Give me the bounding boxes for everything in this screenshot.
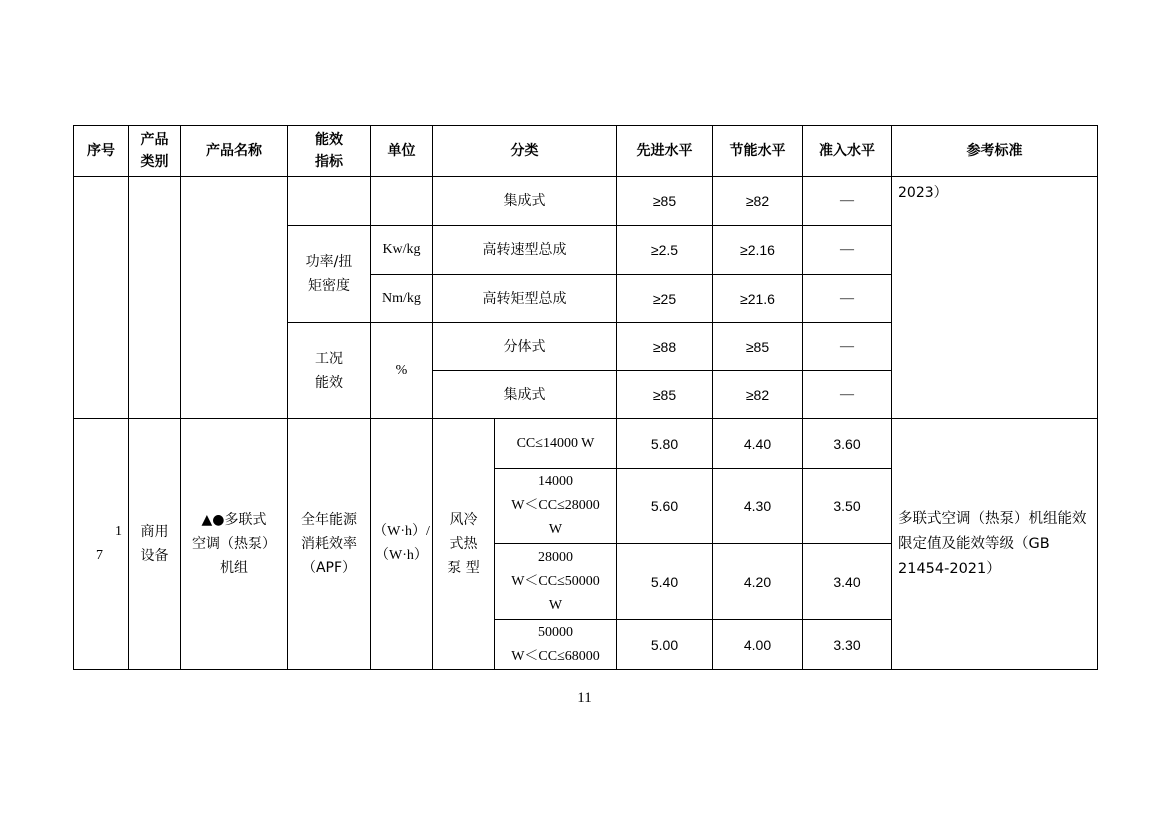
entry-cell: —: [803, 371, 892, 419]
cont-name-cell: [181, 177, 288, 419]
capacity-range-cell: 14000 W＜CC≤28000 W: [495, 469, 617, 544]
advanced-cell: 5.00: [617, 620, 713, 670]
energy-efficiency-table: [73, 125, 1098, 670]
saving-cell: 4.40: [713, 419, 803, 469]
cont-category-cell: [129, 177, 181, 419]
class-cell: 分体式: [433, 323, 617, 371]
header-product-name: 产品名称: [181, 126, 288, 177]
item-unit-cell: （W·h）/ （W·h）: [371, 419, 433, 670]
table-row: [74, 177, 1098, 226]
entry-cell: —: [803, 275, 892, 323]
class-cell: 集成式: [433, 177, 617, 226]
header-category: 产品 类别: [129, 126, 181, 177]
seq-digit-top: 1: [115, 524, 122, 539]
advanced-cell: ≥2.5: [617, 226, 713, 275]
advanced-cell: 5.60: [617, 469, 713, 544]
entry-cell: —: [803, 226, 892, 275]
header-saving-level: 节能水平: [713, 126, 803, 177]
class-cell: 高转速型总成: [433, 226, 617, 275]
saving-cell: 4.20: [713, 544, 803, 620]
power-density-metric: 功率/扭 矩密度: [288, 226, 371, 323]
saving-cell: 4.30: [713, 469, 803, 544]
cont-reference-cell: 2023）: [892, 177, 1098, 419]
header-unit: 单位: [371, 126, 433, 177]
advanced-cell: ≥85: [617, 371, 713, 419]
capacity-range-cell: CC≤14000 W: [495, 419, 617, 469]
entry-cell: —: [803, 177, 892, 226]
cont-seq-cell: [74, 177, 129, 419]
header-classification: 分类: [433, 126, 617, 177]
header-entry-level: 准入水平: [803, 126, 892, 177]
capacity-range-cell: 28000 W＜CC≤50000 W: [495, 544, 617, 620]
cont-unit-cell: [371, 177, 433, 226]
capacity-range-cell: 50000 W＜CC≤68000: [495, 620, 617, 670]
unit-cell: Nm/kg: [371, 275, 433, 323]
cont-metric-cell: [288, 177, 371, 226]
advanced-cell: 5.80: [617, 419, 713, 469]
entry-cell: 3.50: [803, 469, 892, 544]
saving-cell: ≥85: [713, 323, 803, 371]
table-header-row: [74, 126, 1098, 177]
item-metric-cell: 全年能源 消耗效率 （APF）: [288, 419, 371, 670]
saving-cell: 4.00: [713, 620, 803, 670]
advanced-cell: 5.40: [617, 544, 713, 620]
advanced-cell: ≥88: [617, 323, 713, 371]
saving-cell: ≥2.16: [713, 226, 803, 275]
header-reference-standard: 参考标准: [892, 126, 1098, 177]
condition-efficiency-metric: 工况 能效: [288, 323, 371, 419]
class-cell: 高转矩型总成: [433, 275, 617, 323]
saving-cell: ≥82: [713, 371, 803, 419]
entry-cell: 3.60: [803, 419, 892, 469]
header-seq: 序号: [74, 126, 129, 177]
class-cell: 集成式: [433, 371, 617, 419]
advanced-cell: ≥85: [617, 177, 713, 226]
item-category-cell: 商用 设备: [129, 419, 181, 670]
table-row: [74, 419, 1098, 469]
unit-cell: Kw/kg: [371, 226, 433, 275]
unit-cell: %: [371, 323, 433, 419]
saving-cell: ≥21.6: [713, 275, 803, 323]
saving-cell: ≥82: [713, 177, 803, 226]
entry-cell: 3.40: [803, 544, 892, 620]
entry-cell: —: [803, 323, 892, 371]
header-metric: 能效 指标: [288, 126, 371, 177]
seq-digit-bottom: 7: [96, 548, 103, 563]
header-advanced-level: 先进水平: [617, 126, 713, 177]
item-seq-cell: [74, 419, 129, 670]
item-reference-cell: 多联式空调（热泵）机组能效限定值及能效等级（GB 21454-2021）: [892, 419, 1098, 670]
page-number: 11: [577, 690, 592, 706]
entry-cell: 3.30: [803, 620, 892, 670]
item-product-name-cell: ▲●多联式 空调（热泵） 机组: [181, 419, 288, 670]
advanced-cell: ≥25: [617, 275, 713, 323]
item-type-cell: 风冷 式热 泵 型: [433, 419, 495, 670]
